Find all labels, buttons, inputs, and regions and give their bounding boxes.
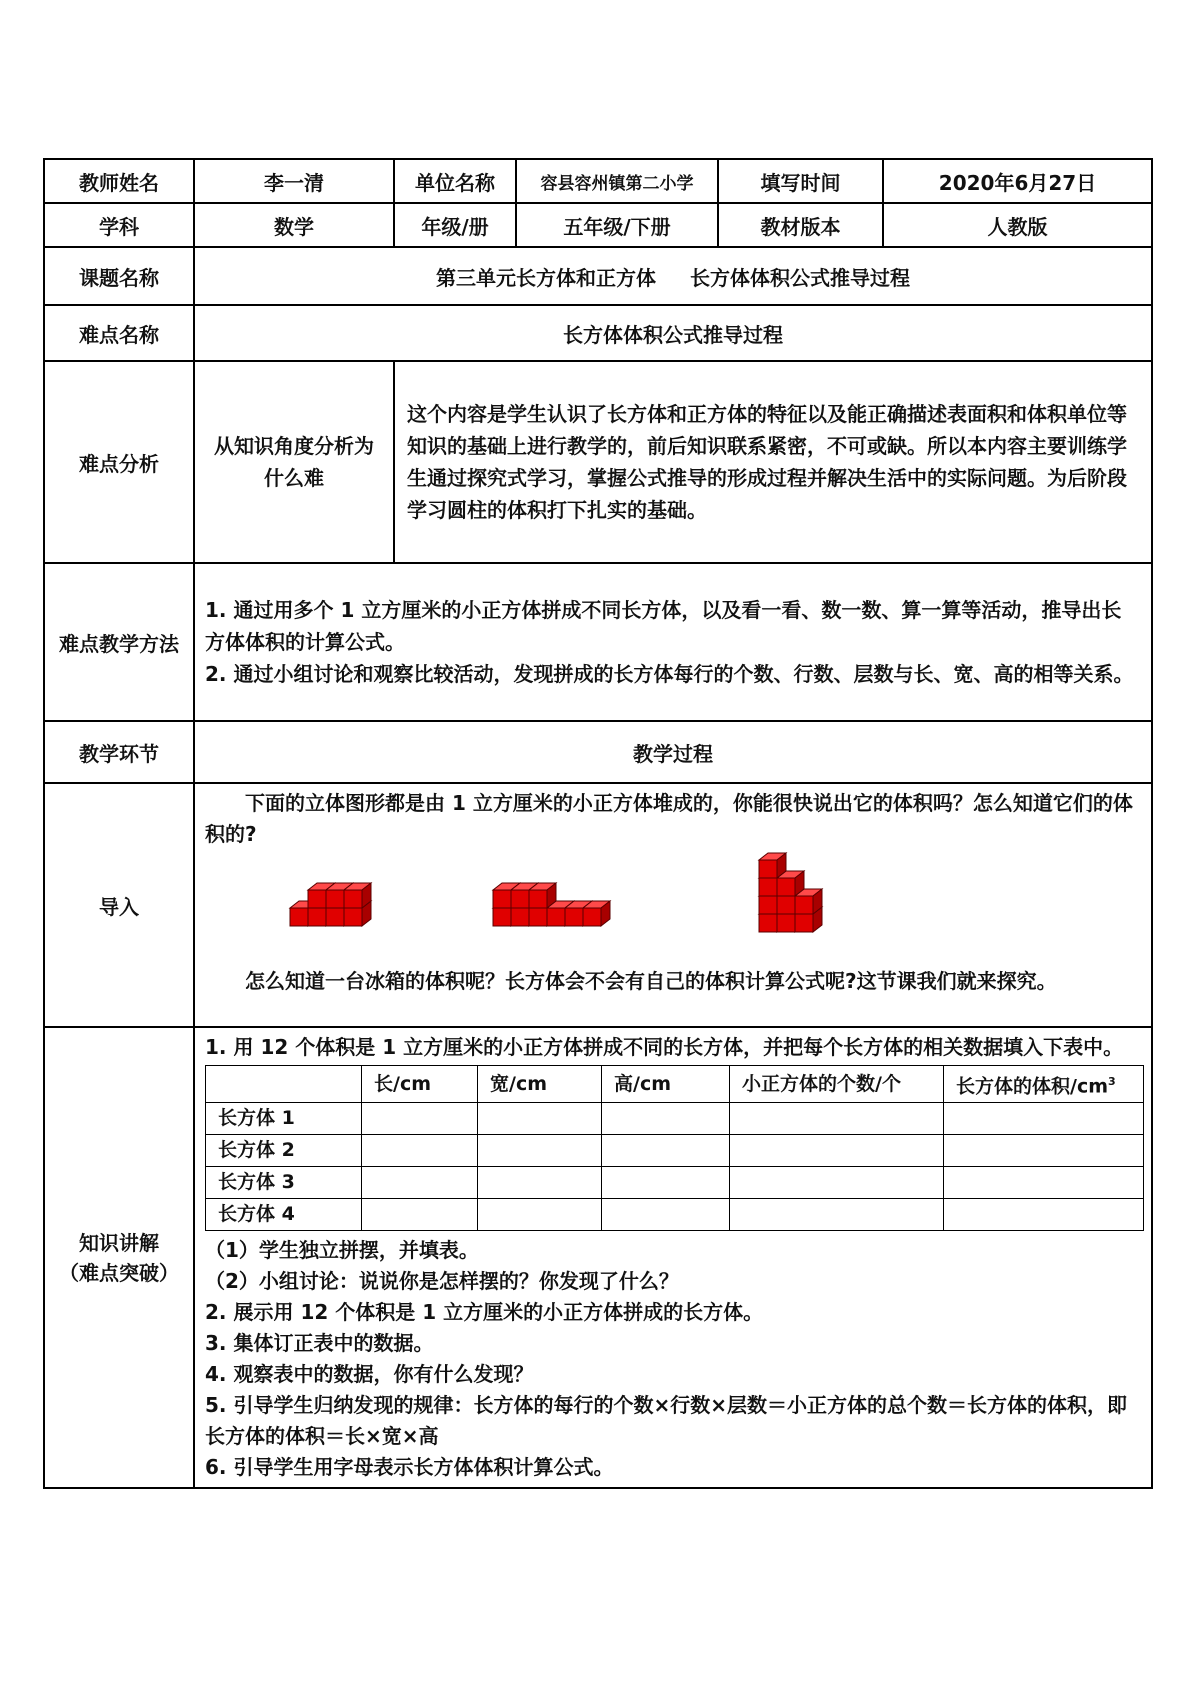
process-label: 教学环节 bbox=[44, 721, 194, 783]
edition-label: 教材版本 bbox=[718, 203, 883, 247]
cube-face bbox=[565, 908, 583, 926]
row-label: 长方体 1 bbox=[206, 1103, 362, 1135]
analysis-row bbox=[44, 361, 1152, 563]
cube-face bbox=[759, 860, 777, 878]
cell-height[interactable] bbox=[602, 1103, 730, 1135]
intro-fridge-question: 怎么知道一台冰箱的体积呢？长方体会不会有自己的体积计算公式呢?这节课我们就来探究。 bbox=[245, 969, 1057, 993]
cell-count[interactable] bbox=[730, 1103, 944, 1135]
topic-unit: 第三单元长方体和正方体 bbox=[436, 265, 656, 290]
cell-height[interactable] bbox=[602, 1167, 730, 1199]
cell-count[interactable] bbox=[730, 1135, 944, 1167]
cube-face bbox=[777, 914, 795, 932]
cube-face bbox=[308, 908, 326, 926]
cell-volume[interactable] bbox=[944, 1103, 1144, 1135]
knowledge-step-5: 5. 引导学生归纳发现的规律：长方体的每行的个数×行数×层数＝小正方体的总个数＝长方体的体积，即长方体的体积＝长×宽×高 bbox=[205, 1393, 1127, 1449]
cell-length[interactable] bbox=[362, 1167, 478, 1199]
analysis-text: 这个内容是学生认识了长方体和正方体的特征以及能正确描述表面积和体积单位等知识的基础上进行教学的，前后知识联系紧密，不可或缺。所以本内容主要训练学生通过探究式学习，掌握公式推导的形成过程并解决生活中的实际问题。为后阶段学习圆柱的体积打下扎实的基础。 bbox=[394, 361, 1152, 563]
cube-face bbox=[344, 908, 362, 926]
cell-width[interactable] bbox=[478, 1135, 602, 1167]
cell-volume[interactable] bbox=[944, 1135, 1144, 1167]
table-row bbox=[206, 1103, 1144, 1135]
method-item-2: 2. 通过小组讨论和观察比较活动，发现拼成的长方体每行的个数、行数、层数与长、宽、高的相等关系。 bbox=[205, 662, 1134, 686]
cell-length[interactable] bbox=[362, 1135, 478, 1167]
header-row-1 bbox=[44, 159, 1152, 203]
method-row bbox=[44, 563, 1152, 721]
cube-face bbox=[511, 908, 529, 926]
cube-face bbox=[777, 896, 795, 914]
knowledge-step-1b: （2）小组讨论：说说你是怎样摆的？你发现了什么？ bbox=[205, 1269, 679, 1294]
cell-height[interactable] bbox=[602, 1135, 730, 1167]
knowledge-content bbox=[194, 1027, 1152, 1488]
cell-volume[interactable] bbox=[944, 1199, 1144, 1231]
difficulty-row bbox=[44, 305, 1152, 361]
header-empty bbox=[206, 1066, 362, 1103]
method-label: 难点教学方法 bbox=[44, 563, 194, 721]
subject-value: 数学 bbox=[194, 203, 394, 247]
cube-face bbox=[759, 914, 777, 932]
row-label: 长方体 3 bbox=[206, 1167, 362, 1199]
fill-date: 2020年6月27日 bbox=[883, 159, 1152, 203]
data-table-header bbox=[206, 1066, 1144, 1103]
cube-face bbox=[308, 890, 326, 908]
topic-value bbox=[194, 247, 1152, 305]
analysis-label: 难点分析 bbox=[44, 361, 194, 563]
cell-width[interactable] bbox=[478, 1103, 602, 1135]
subject-label: 学科 bbox=[44, 203, 194, 247]
cell-count[interactable] bbox=[730, 1167, 944, 1199]
header-volume bbox=[944, 1066, 1144, 1103]
cube-face bbox=[326, 908, 344, 926]
knowledge-step-6: 6. 引导学生用字母表示长方体体积计算公式。 bbox=[205, 1455, 614, 1480]
cube-face bbox=[795, 914, 813, 932]
cube-face bbox=[326, 890, 344, 908]
teacher-label: 教师姓名 bbox=[44, 159, 194, 203]
cube-face bbox=[583, 908, 601, 926]
cube-face bbox=[759, 878, 777, 896]
cell-volume[interactable] bbox=[944, 1167, 1144, 1199]
method-item-1: 1. 通过用多个 1 立方厘米的小正方体拼成不同长方体，以及看一看、数一数、算一算等活动，推导出长方体体积的计算公式。 bbox=[205, 598, 1122, 654]
method-content bbox=[194, 563, 1152, 721]
header-height: 高/cm bbox=[602, 1066, 730, 1103]
table-row bbox=[206, 1135, 1144, 1167]
date-label: 填写时间 bbox=[718, 159, 883, 203]
cube-face bbox=[529, 908, 547, 926]
knowledge-label-sub: （难点突破） bbox=[59, 1260, 179, 1285]
difficulty-label: 难点名称 bbox=[44, 305, 194, 361]
knowledge-label bbox=[44, 1027, 194, 1488]
table-row bbox=[206, 1167, 1144, 1199]
grade-value: 五年级/下册 bbox=[516, 203, 718, 247]
cube-face bbox=[547, 908, 565, 926]
row-label: 长方体 4 bbox=[206, 1199, 362, 1231]
knowledge-step-1: 1. 用 12 个体积是 1 立方厘米的小正方体拼成不同的长方体，并把每个长方体的相关数据填入下表中。 bbox=[205, 1035, 1124, 1059]
process-value: 教学过程 bbox=[194, 721, 1152, 783]
knowledge-step-2: 2. 展示用 12 个体积是 1 立方厘米的小正方体拼成的长方体。 bbox=[205, 1300, 764, 1325]
cube-face bbox=[529, 890, 547, 908]
header-volume-exp: 3 bbox=[1108, 1075, 1116, 1088]
intro-row bbox=[44, 783, 1152, 1027]
cell-length[interactable] bbox=[362, 1199, 478, 1231]
unit-name: 容县容州镇第二小学 bbox=[516, 159, 718, 203]
cube-face bbox=[493, 890, 511, 908]
topic-lesson: 长方体体积公式推导过程 bbox=[690, 265, 910, 290]
header-volume-text: 长方体的体积/cm bbox=[956, 1075, 1109, 1098]
cube-face bbox=[290, 908, 308, 926]
intro-question: 下面的立体图形都是由 1 立方厘米的小正方体堆成的，你能很快说出它的体积吗？怎么知道它们的体积的? bbox=[205, 791, 1133, 846]
grade-label: 年级/册 bbox=[394, 203, 516, 247]
knowledge-step-3: 3. 集体订正表中的数据。 bbox=[205, 1331, 434, 1356]
analysis-sub-label: 从知识角度分析为什么难 bbox=[194, 361, 394, 563]
unit-label: 单位名称 bbox=[394, 159, 516, 203]
process-row bbox=[44, 721, 1152, 783]
cube-figure-2 bbox=[491, 852, 661, 928]
header-width: 宽/cm bbox=[478, 1066, 602, 1103]
data-table bbox=[205, 1065, 1144, 1231]
cube-face bbox=[777, 878, 795, 896]
topic-label: 课题名称 bbox=[44, 247, 194, 305]
cube-figure-1 bbox=[288, 858, 388, 928]
difficulty-value: 长方体体积公式推导过程 bbox=[194, 305, 1152, 361]
cube-face bbox=[511, 890, 529, 908]
knowledge-row bbox=[44, 1027, 1152, 1488]
intro-label: 导入 bbox=[44, 783, 194, 1027]
knowledge-step-1a: （1）学生独立拼摆，并填表。 bbox=[205, 1238, 479, 1263]
cell-height[interactable] bbox=[602, 1199, 730, 1231]
cube-face bbox=[759, 896, 777, 914]
edition-value: 人教版 bbox=[883, 203, 1152, 247]
knowledge-step-4: 4. 观察表中的数据，你有什么发现？ bbox=[205, 1362, 534, 1387]
knowledge-label-main: 知识讲解 bbox=[79, 1230, 159, 1255]
header-length: 长/cm bbox=[362, 1066, 478, 1103]
cube-face bbox=[493, 908, 511, 926]
cube-figure-3 bbox=[757, 838, 837, 934]
table-row bbox=[206, 1199, 1144, 1231]
intro-content bbox=[194, 783, 1152, 1027]
cube-figures bbox=[205, 850, 1141, 950]
topic-row bbox=[44, 247, 1152, 305]
cell-width[interactable] bbox=[478, 1167, 602, 1199]
cell-width[interactable] bbox=[478, 1199, 602, 1231]
cube-face bbox=[795, 896, 813, 914]
cube-face bbox=[344, 890, 362, 908]
header-cube-count: 小正方体的个数/个 bbox=[730, 1066, 944, 1103]
lesson-plan-table bbox=[43, 158, 1153, 1489]
row-label: 长方体 2 bbox=[206, 1135, 362, 1167]
cell-length[interactable] bbox=[362, 1103, 478, 1135]
teacher-name: 李一清 bbox=[194, 159, 394, 203]
cell-count[interactable] bbox=[730, 1199, 944, 1231]
header-row-2 bbox=[44, 203, 1152, 247]
